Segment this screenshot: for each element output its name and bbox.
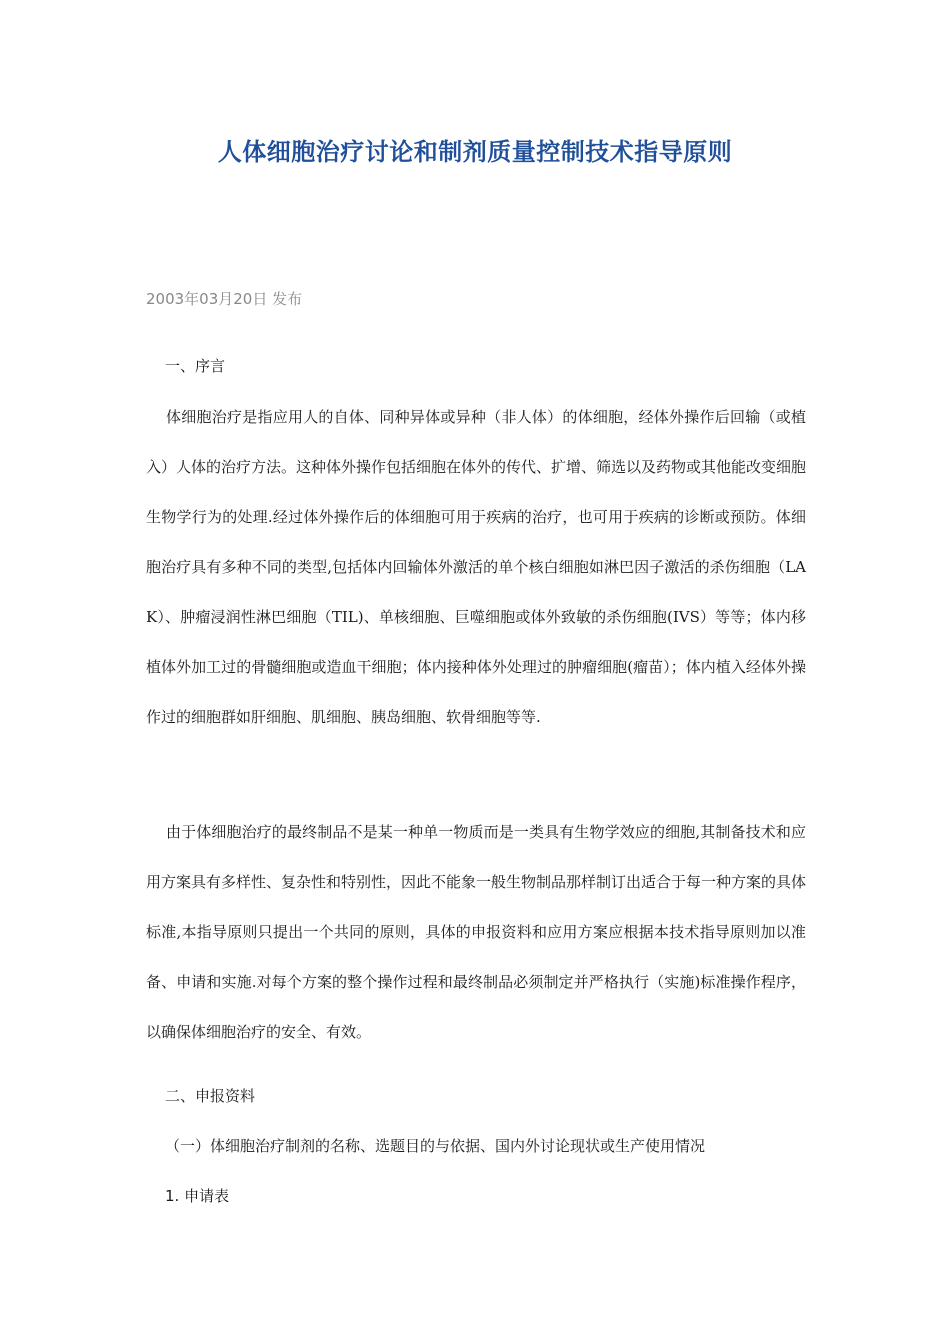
paragraph-1: 体细胞治疗是指应用人的自体、同种异体或异种（非人体）的体细胞，经体外操作后回输（或植入）人体的治疗方法。这种体外操作包括细胞在体外的传代、扩增、筛选以及药物或其他能改变细胞生物学行为的处理.经过体外操作后的体细胞可用于疾病的治疗，也可用于疾病的诊断或预防。体细胞治疗具有多种不同的类型,包括体内回输体外激活的单个核白细胞如淋巴因子激活的杀伤细胞（LAK）、肿瘤浸润性淋巴细胞（TIL)、单核细胞、巨噬细胞或体外致敏的杀伤细胞(IVS）等等；体内移植体外加工过的骨髓细胞或造血干细胞；体内接种体外处理过的肿瘤细胞(瘤苗）；体内植入经体外操作过的细胞群如肝细胞、肌细胞、胰岛细胞、软骨细胞等等. [146,408,807,726]
section-heading-preface: 一、序言 [165,357,226,375]
publish-date: 2003年03月20日 发布 [146,290,303,308]
section-heading-application: 二、申报资料 [165,1087,256,1105]
paragraph-2: 由于体细胞治疗的最终制品不是某一种单一物质而是一类具有生物学效应的细胞,其制备技术和应用方案具有多样性、复杂性和特别性，因此不能象一般生物制品那样制订出适合于每一种方案的具体标准,本指导原则只提出一个共同的原则，具体的申报资料和应用方案应根据本技术指导原则加以准备、申请和实施.对每个方案的整个操作过程和最终制品必须制定并严格执行（实施)标准操作程序，以确保体细胞治疗的安全、有效。 [146,823,807,1041]
list-item-1 [165,1185,229,1207]
subsection-heading-1: （一）体细胞治疗制剂的名称、选题目的与依据、国内外讨论现状或生产使用情况 [165,1137,706,1155]
list-item-number: 1. [165,1187,180,1205]
document-title: 人体细胞治疗讨论和制剂质量控制技术指导原则 [217,137,733,166]
list-item-label: 申请表 [184,1187,230,1205]
